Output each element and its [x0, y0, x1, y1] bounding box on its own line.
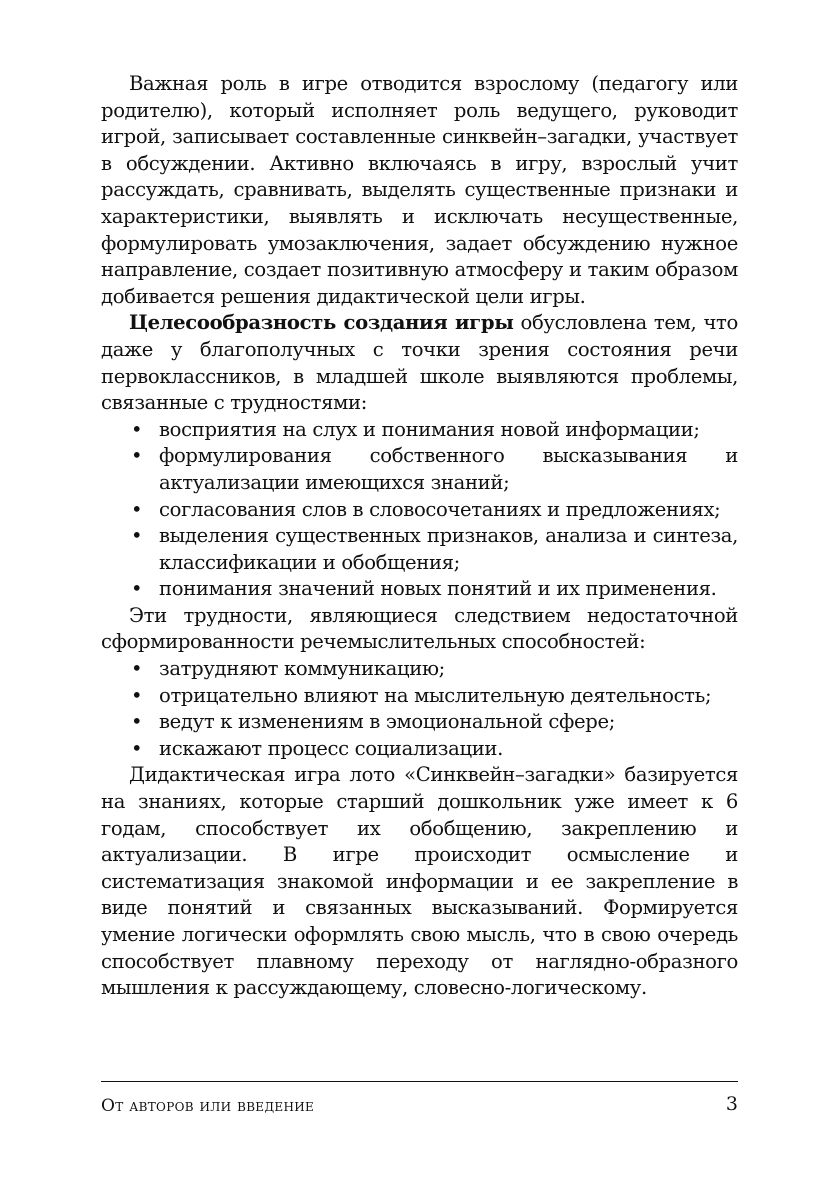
- list-item-text: отрицательно влияют на мыслительную деятельность;: [159, 683, 712, 707]
- paragraph-didactic-game: Дидактическая игра лото «Синквейн–загадки» базируется на знаниях, которые старший дошкольник уже имеет к 6 годам, способствует их обобщению, закреплению и актуализации. В игре происходит осмысление и систематизация знакомой информации и ее закрепление в виде понятий и связанных высказываний. Формируется умение логически оформлять свою мысль, что в свою очередь способствует плавному переходу от наглядно-образного мышления к рассуждающему, словесно-логическому.: [101, 763, 738, 1000]
- list-item-text: понимания значений новых понятий и их применения.: [159, 577, 717, 601]
- bullet-icon: •: [131, 497, 143, 521]
- footer-divider: [101, 1081, 738, 1082]
- list-item: [101, 709, 738, 736]
- bullet-icon: •: [131, 710, 143, 734]
- list-item: [101, 683, 738, 710]
- list-item-text: затрудняют коммуникацию;: [159, 657, 445, 681]
- consequences-list: [101, 656, 738, 762]
- difficulties-list: [101, 417, 738, 603]
- bullet-icon: •: [131, 736, 143, 760]
- list-item-text: искажают процесс социализации.: [159, 736, 503, 760]
- page-number: 3: [725, 1093, 738, 1115]
- list-item: [101, 576, 738, 603]
- list-item-text: согласования слов в словосочетаниях и предложениях;: [159, 497, 721, 521]
- paragraph-adult-role: Важная роль в игре отводится взрослому (педагогу или родителю), который исполняет роль ведущего, руководит игрой, записывает составленные синквейн–загадки, участвует в обсуждении. Активно включаясь в игру, взрослый учит рассуждать, сравнивать, выделять существенные признаки и характеристики, выявлять и исключать несущественные, формулировать умозаключения, задает обсуждению нужное направление, создает позитивную атмосферу и таким образом добивается решения дидактической цели игры.: [101, 72, 738, 308]
- list-item: [101, 497, 738, 524]
- list-item: [101, 417, 738, 444]
- list-item: [101, 523, 738, 576]
- bullet-icon: •: [131, 444, 143, 468]
- paragraph-expediency: [101, 310, 738, 416]
- list-item: [101, 443, 738, 496]
- bullet-icon: •: [131, 524, 143, 548]
- paragraph-consequences-intro: Эти трудности, являющиеся следствием недостаточной сформированности речемыслительных способностей:: [101, 603, 738, 654]
- list-item: [101, 736, 738, 763]
- running-footer-title: От авторов или введение: [101, 1096, 315, 1116]
- bullet-icon: •: [131, 577, 143, 601]
- bullet-icon: •: [131, 683, 143, 707]
- bullet-icon: •: [131, 657, 143, 681]
- list-item-text: восприятия на слух и понимания новой информации;: [159, 417, 700, 441]
- page-body: [101, 71, 738, 1002]
- list-item-text: ведут к изменениям в эмоциональной сфере;: [159, 710, 615, 734]
- list-item-text: выделения существенных признаков, анализа и синтеза, классификации и обобщения;: [159, 524, 738, 574]
- bullet-icon: •: [131, 417, 143, 441]
- list-item-text: формулирования собственного высказывания и актуализации имеющихся знаний;: [159, 444, 738, 494]
- list-item: [101, 656, 738, 683]
- paragraph-expediency-bold-lead: Целесообразность создания игры: [129, 311, 514, 335]
- paragraph-expediency-rest: обусловлена тем, что даже у благополучных с точки зрения состояния речи первоклассников, в младшей школе выявляются проблемы, связанные с трудностями:: [101, 311, 738, 415]
